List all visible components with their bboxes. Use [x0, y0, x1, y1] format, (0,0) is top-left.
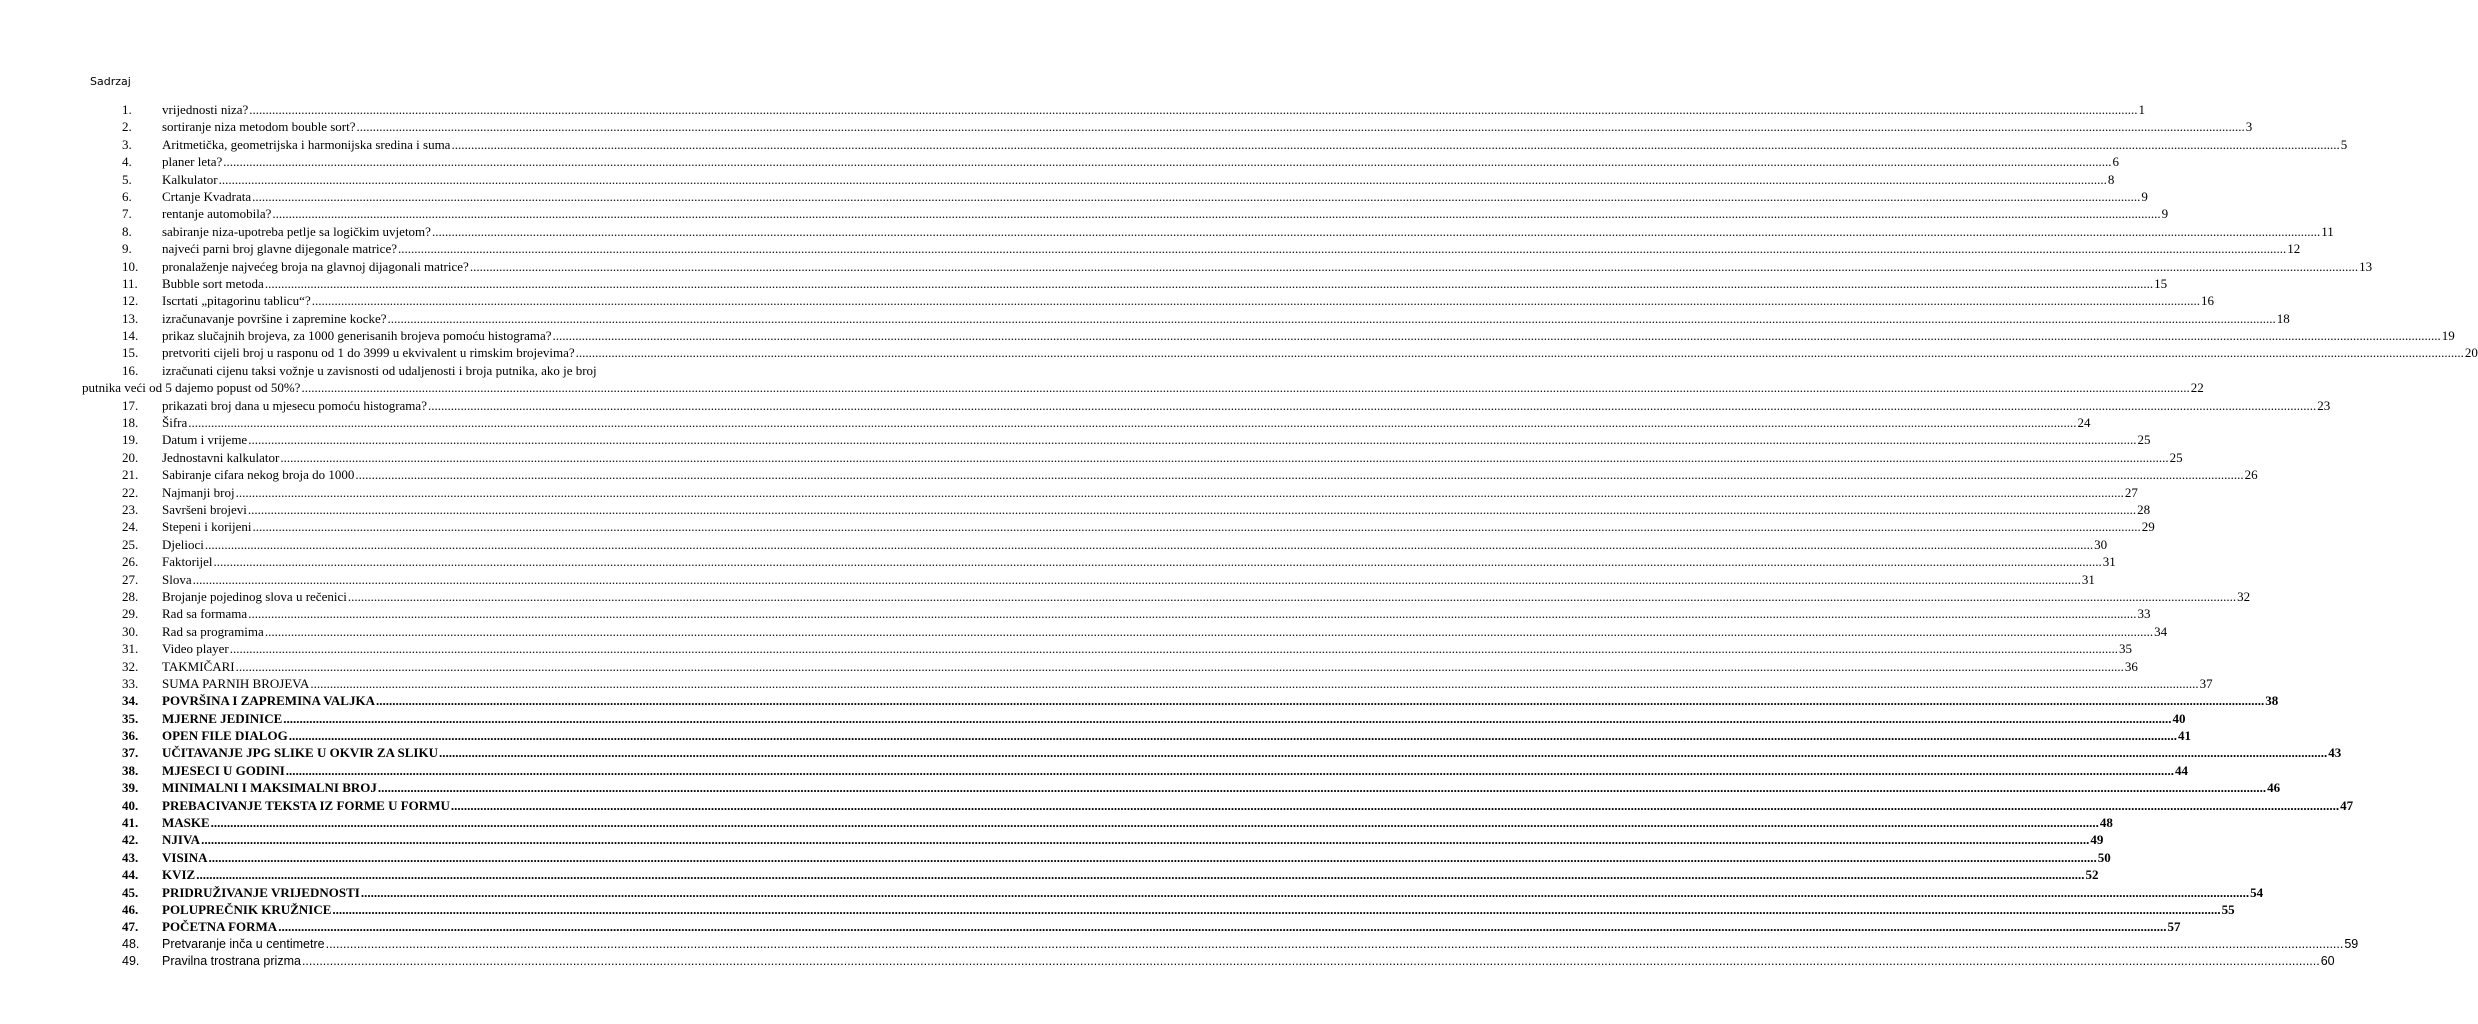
- toc-entry-number: 5.: [122, 171, 132, 187]
- toc-entry-number: 9.: [122, 241, 132, 257]
- toc-entry-number: 30.: [122, 623, 139, 639]
- toc-leader-dots: [278, 918, 2166, 935]
- toc-entry-page: 25: [2137, 432, 2151, 448]
- toc-entry-number: 22.: [122, 484, 139, 500]
- toc-leader-dots: [272, 205, 2160, 222]
- toc-entry-number: 39.: [122, 780, 139, 796]
- toc-entry[interactable]: [122, 779, 2281, 796]
- toc-entry-number: 16.: [122, 362, 139, 378]
- toc-entry-page: 24: [2077, 415, 2091, 431]
- toc-entry-number: 4.: [122, 154, 132, 170]
- toc-entry-title: TAKMIČARI: [162, 658, 235, 674]
- toc-leader-dots: [378, 779, 2266, 796]
- toc-entry-title: Datum i vrijeme: [162, 432, 248, 448]
- toc-leader-dots: [451, 136, 2339, 153]
- toc-entry-number: 6.: [122, 188, 132, 204]
- toc-entry-title: pronalaženje najvećeg broja na glavnoj dijagonali matrice?: [162, 258, 469, 274]
- toc-entry-title: prikaz slučajnih brojeva, za 1000 generisanih brojeva pomoću histograma?: [162, 328, 552, 344]
- toc-entry-page: 5: [2340, 136, 2348, 152]
- toc-entry[interactable]: [122, 553, 2116, 570]
- toc-leader-dots: [205, 536, 2093, 553]
- toc-entry-number: 42.: [122, 832, 139, 848]
- toc-entry-title: Brojanje pojedinog slova u rečenici: [162, 588, 347, 604]
- toc-entry-page: 26: [2244, 467, 2258, 483]
- toc-entry-number: 10.: [122, 258, 139, 274]
- toc-entry-title: POČETNA FORMA: [162, 919, 278, 935]
- toc-entry[interactable]: [122, 675, 2213, 692]
- toc-leader-dots: [252, 188, 2140, 205]
- toc-entry-number: 1.: [122, 102, 132, 117]
- toc-entry-title: POVRŠINA I ZAPREMINA VALJKA: [162, 693, 375, 709]
- toc-entry[interactable]: [122, 431, 2151, 448]
- toc-entry[interactable]: [122, 205, 2169, 222]
- toc-entry-number: 33.: [122, 675, 139, 691]
- toc-entry-title: sortiranje niza metodom bouble sort?: [162, 119, 356, 135]
- toc-entry-title: Kalkulator: [162, 171, 218, 187]
- toc-entry[interactable]: [122, 258, 2373, 275]
- toc-entry-page: 9: [2141, 188, 2148, 204]
- toc-entry-number: 21.: [122, 467, 139, 483]
- toc-entry-title: Stepeni i korijeni: [162, 519, 252, 535]
- toc-entry-title: Bubble sort metoda: [162, 275, 264, 291]
- toc-entry[interactable]: [122, 188, 2148, 205]
- toc-entry-page: 16: [2200, 293, 2214, 309]
- toc-entry-page: 50: [2097, 849, 2111, 865]
- toc-entry-title: najveći parni broj glavne dijegonale matrice?: [162, 241, 397, 257]
- toc-entry-page: 59: [2344, 936, 2359, 951]
- toc-entry-page: 22: [2190, 380, 2204, 396]
- toc-entry-page: 46: [2267, 780, 2281, 796]
- toc-entry-number: 36.: [122, 728, 139, 744]
- toc-entry-title: Rad sa programima: [162, 623, 264, 639]
- toc-entry-page: 28: [2137, 501, 2151, 517]
- toc-entry-title: VISINA: [162, 849, 208, 865]
- toc-entry-number: 29.: [122, 606, 139, 622]
- toc-leader-dots: [388, 310, 2276, 327]
- toc-entry-number: 45.: [122, 884, 139, 900]
- toc-entry[interactable]: [122, 866, 2099, 883]
- toc-entry[interactable]: [122, 849, 2111, 866]
- toc-entry-number: 11.: [122, 275, 138, 291]
- toc-entry-title: Aritmetička, geometrijska i harmonijska sredina i suma: [162, 136, 451, 152]
- toc-entry-page: 20: [2464, 345, 2478, 361]
- toc-entry-title: Crtanje Kvadrata: [162, 188, 252, 204]
- toc-entry-page: 57: [2167, 919, 2181, 935]
- toc-entry-title: Slova: [162, 571, 192, 587]
- toc-entry[interactable]: [82, 362, 2204, 397]
- toc-entry[interactable]: [122, 414, 2091, 431]
- toc-entry-title: Šifra: [162, 415, 188, 431]
- toc-entry-number: 18.: [122, 415, 139, 431]
- toc-entry[interactable]: [122, 536, 2108, 553]
- toc-leader-dots: [432, 223, 2320, 240]
- toc-leader-dots: [201, 831, 2089, 848]
- toc-entry-title: Pretvaranje inča u centimetre: [162, 936, 325, 951]
- toc-entry-number: 26.: [122, 554, 139, 570]
- toc-entry-page: 6: [2112, 154, 2120, 170]
- toc-leader-dots: [193, 571, 2081, 588]
- toc-entry-title: PRIDRUŽIVANJE VRIJEDNOSTI: [162, 884, 360, 900]
- toc-leader-dots: [355, 466, 2243, 483]
- toc-entry-number: 24.: [122, 519, 139, 535]
- toc-leader-dots: [280, 449, 2168, 466]
- toc-entry[interactable]: [122, 814, 2113, 831]
- toc-leader-dots: [188, 414, 2076, 431]
- toc-entry-title: Faktorijel: [162, 554, 213, 570]
- toc-entry-title: Najmanji broj: [162, 484, 235, 500]
- toc-entry-title: Video player: [162, 641, 229, 657]
- toc-leader-dots: [214, 553, 2102, 570]
- toc-leader-dots: [230, 640, 2118, 657]
- toc-leader-dots: [439, 744, 2327, 761]
- toc-entry-page: 12: [2287, 241, 2301, 257]
- toc-entry-title: prikazati broj dana u mjesecu pomoću histograma?: [162, 397, 427, 413]
- toc-leader-dots: [209, 849, 2097, 866]
- toc-entry[interactable]: [122, 605, 2151, 622]
- toc-entry[interactable]: [122, 484, 2138, 501]
- toc-entry[interactable]: [122, 831, 2104, 848]
- toc-entry-page: 36: [2124, 658, 2138, 674]
- toc-entry-title: Jednostavni kalkulator: [162, 449, 280, 465]
- toc-entry-page: 31: [2081, 571, 2095, 587]
- toc-entry-page: 37: [2199, 675, 2213, 691]
- toc-entry-page: 43: [2328, 745, 2342, 761]
- toc-entry[interactable]: [122, 797, 2354, 814]
- toc-entry[interactable]: [122, 571, 2095, 588]
- toc-leader-dots: [326, 936, 2344, 953]
- toc-entry[interactable]: [122, 171, 2115, 188]
- toc-entry-page: 30: [2094, 536, 2108, 552]
- toc-entry-page: 40: [2172, 710, 2186, 726]
- toc-entry-number: 44.: [122, 867, 139, 883]
- toc-entry-number: 31.: [122, 641, 139, 657]
- toc-entry-number: 38.: [122, 762, 139, 778]
- toc-entry-page: 35: [2118, 641, 2132, 657]
- toc-entry-number: 37.: [122, 745, 139, 761]
- toc-entry-page: 15: [2154, 275, 2168, 291]
- toc-entry-title: planer leta?: [162, 154, 223, 170]
- toc-entry-number: 43.: [122, 849, 139, 865]
- toc-entry-number: 49.: [122, 954, 140, 969]
- toc-entry-page: 32: [2237, 588, 2251, 604]
- toc-entry[interactable]: [122, 727, 2191, 744]
- toc-entry-page: 27: [2124, 484, 2138, 500]
- toc-entry[interactable]: [122, 744, 2342, 761]
- toc-entry-number: 23.: [122, 501, 139, 517]
- toc-entry[interactable]: [122, 953, 2335, 970]
- toc-leader-dots: [332, 901, 2220, 918]
- toc-leader-dots: [248, 431, 2136, 448]
- toc-entry-title: MASKE: [162, 815, 210, 831]
- toc-entry-page: 38: [2265, 693, 2279, 709]
- toc-entry-title: NJIVA: [162, 832, 201, 848]
- toc-leader-dots: [451, 797, 2339, 814]
- toc-entry-number: 48.: [122, 936, 140, 951]
- toc-entry-page: 33: [2137, 606, 2151, 622]
- toc-entry[interactable]: [122, 344, 2478, 361]
- toc-leader-dots: [302, 953, 2320, 970]
- toc-leader-dots: [553, 327, 2441, 344]
- toc-entry-title: OPEN FILE DIALOG: [162, 728, 288, 744]
- toc-entry-title: Djelioci: [162, 536, 204, 552]
- toc-entry-number: 20.: [122, 449, 139, 465]
- toc-entry-title: MJESECI U GODINI: [162, 762, 285, 778]
- toc-entry-number: 14.: [122, 328, 139, 344]
- toc-entry-title: PREBACIVANJE TEKSTA IZ FORME U FORMU: [162, 797, 450, 813]
- toc-entry-title: Sabiranje cifara nekog broja do 1000: [162, 467, 355, 483]
- toc-entry-page: 18: [2276, 310, 2290, 326]
- toc-entry-title: SUMA PARNIH BROJEVA: [162, 675, 310, 691]
- toc-entry[interactable]: [122, 901, 2235, 918]
- toc-leader-dots: [248, 501, 2136, 518]
- toc-leader-dots: [310, 675, 2198, 692]
- toc-entry-page: 29: [2141, 519, 2155, 535]
- toc-entry-number: 40.: [122, 797, 139, 813]
- toc-entry[interactable]: [122, 449, 2183, 466]
- toc-entry[interactable]: [122, 240, 2301, 257]
- toc-entry-title: vrijednosti niza?: [162, 102, 249, 117]
- toc-entry-title: MJERNE JEDINICE: [162, 710, 283, 726]
- toc-leader-dots: [470, 258, 2358, 275]
- toc-entry[interactable]: [122, 136, 2348, 153]
- toc-entry[interactable]: [122, 397, 2331, 414]
- toc-entry[interactable]: [122, 918, 2181, 935]
- toc-leader-dots: [265, 275, 2153, 292]
- toc-leader-dots: [236, 484, 2124, 501]
- toc-leader-dots: [249, 101, 2137, 118]
- toc-entry-page: 44: [2175, 762, 2189, 778]
- toc-entry[interactable]: [122, 692, 2279, 709]
- toc-entry[interactable]: [122, 518, 2155, 535]
- toc-entry[interactable]: [122, 118, 2253, 135]
- toc-entry-number: 46.: [122, 901, 139, 917]
- toc-entry-page: 23: [2317, 397, 2331, 413]
- toc-entry-title: sabiranje niza-upotreba petlje sa logičkim uvjetom?: [162, 223, 431, 239]
- toc-entry[interactable]: [122, 623, 2168, 640]
- toc-leader-dots: [265, 623, 2153, 640]
- toc-leader-dots: [211, 814, 2099, 831]
- toc-entry-number: 32.: [122, 658, 139, 674]
- toc-entry-title: Savršeni brojevi: [162, 501, 247, 517]
- toc-leader-dots: [348, 588, 2236, 605]
- toc-entry[interactable]: [122, 466, 2258, 483]
- toc-entry[interactable]: [122, 588, 2251, 605]
- toc-entry[interactable]: [122, 884, 2264, 901]
- toc-entry-title: Iscrtati „pitagorinu tablicu“?: [162, 293, 311, 309]
- toc-entry-number: 15.: [122, 345, 139, 361]
- table-of-contents: [82, 101, 2478, 971]
- toc-entry[interactable]: [122, 501, 2151, 518]
- toc-entry-number: 35.: [122, 710, 139, 726]
- toc-entry[interactable]: [122, 640, 2132, 657]
- toc-entry-title: izračunati cijenu taksi vožnje u zavisnosti od udaljenosti i broja putnika, ako je broj: [162, 362, 597, 378]
- toc-entry[interactable]: [122, 153, 2120, 170]
- toc-entry-title: pretvoriti cijeli broj u rasponu od 1 do 3999 u ekvivalent u rimskim brojevima?: [162, 345, 575, 361]
- toc-leader-dots: [398, 240, 2286, 257]
- toc-entry-number: 2.: [122, 119, 132, 135]
- toc-entry[interactable]: [122, 223, 2334, 240]
- toc-leader-dots: [286, 762, 2174, 779]
- toc-entry-number: 25.: [122, 536, 139, 552]
- toc-entry-number: 47.: [122, 919, 139, 935]
- toc-entry[interactable]: [122, 101, 2146, 118]
- toc-entry-page: 47: [2340, 797, 2354, 813]
- toc-entry-title: MINIMALNI I MAKSIMALNI BROJ: [162, 780, 377, 796]
- toc-entry[interactable]: [122, 936, 2359, 953]
- toc-leader-dots: [376, 692, 2264, 709]
- toc-leader-dots: [283, 710, 2171, 727]
- toc-entry-number: 27.: [122, 571, 139, 587]
- toc-entry-page: 49: [2090, 832, 2104, 848]
- toc-entry-page: 11: [2321, 223, 2334, 239]
- toc-entry-page: 48: [2099, 815, 2113, 831]
- toc-leader-dots: [248, 605, 2136, 622]
- toc-entry[interactable]: [122, 275, 2168, 292]
- toc-entry-title: rentanje automobila?: [162, 206, 272, 222]
- toc-entry[interactable]: [122, 310, 2290, 327]
- toc-entry-number: 12.: [122, 293, 139, 309]
- toc-entry-page: 9: [2161, 206, 2169, 222]
- toc-leader-dots: [219, 171, 2107, 188]
- toc-entry-title: POLUPREČNIK KRUŽNICE: [162, 901, 332, 917]
- toc-entry-page: 41: [2177, 728, 2191, 744]
- toc-entry-page: 60: [2320, 954, 2335, 969]
- toc-entry-title: Rad sa formama: [162, 606, 248, 622]
- toc-entry-page: 52: [2085, 867, 2099, 883]
- toc-entry-page: 31: [2102, 554, 2116, 570]
- toc-entry-title: Pravilna trostrana prizma: [162, 954, 301, 969]
- toc-leader-dots: [361, 884, 2249, 901]
- toc-leader-dots: [428, 397, 2316, 414]
- toc-leader-dots: [301, 379, 2189, 396]
- toc-leader-dots: [357, 118, 2245, 135]
- toc-entry-number: 34.: [122, 693, 139, 709]
- toc-entry[interactable]: [122, 762, 2189, 779]
- toc-entry-page: 1: [2138, 102, 2146, 117]
- toc-entry-title: KVIZ: [162, 867, 196, 883]
- toc-entry[interactable]: [122, 292, 2214, 309]
- toc-entry-number: 41.: [122, 815, 139, 831]
- toc-leader-dots: [196, 866, 2084, 883]
- toc-entry-page: 55: [2221, 901, 2235, 917]
- toc-entry-page: 19: [2441, 328, 2455, 344]
- toc-entry-number: 28.: [122, 588, 139, 604]
- toc-entry-title: UČITAVANJE JPG SLIKE U OKVIR ZA SLIKU: [162, 745, 438, 761]
- toc-leader-dots: [312, 292, 2200, 309]
- toc-entry[interactable]: [122, 658, 2138, 675]
- toc-leader-dots: [236, 658, 2124, 675]
- toc-entry-page: 54: [2250, 884, 2264, 900]
- toc-entry-number: 8.: [122, 223, 132, 239]
- toc-entry-title: izračunavanje površine i zapremine kocke?: [162, 310, 387, 326]
- toc-entry-number: 19.: [122, 432, 139, 448]
- toc-entry-number: 13.: [122, 310, 139, 326]
- toc-entry-page: 8: [2107, 171, 2115, 187]
- toc-entry-number: 3.: [122, 136, 132, 152]
- toc-entry-number: 7.: [122, 206, 132, 222]
- toc-entry-title-continued: putnika veći od 5 dajemo popust od 50%?: [82, 380, 301, 396]
- toc-leader-dots: [576, 344, 2464, 361]
- toc-entry[interactable]: [122, 710, 2186, 727]
- toc-entry-page: 25: [2169, 449, 2183, 465]
- toc-heading: Sadrzaj: [90, 75, 131, 88]
- toc-leader-dots: [289, 727, 2177, 744]
- toc-entry-page: 34: [2154, 623, 2168, 639]
- toc-leader-dots: [223, 153, 2111, 170]
- toc-entry-number: 17.: [122, 397, 139, 413]
- toc-entry[interactable]: [122, 327, 2455, 344]
- toc-entry-page: 3: [2245, 119, 2253, 135]
- toc-entry-page: 13: [2359, 258, 2373, 274]
- toc-leader-dots: [253, 518, 2141, 535]
